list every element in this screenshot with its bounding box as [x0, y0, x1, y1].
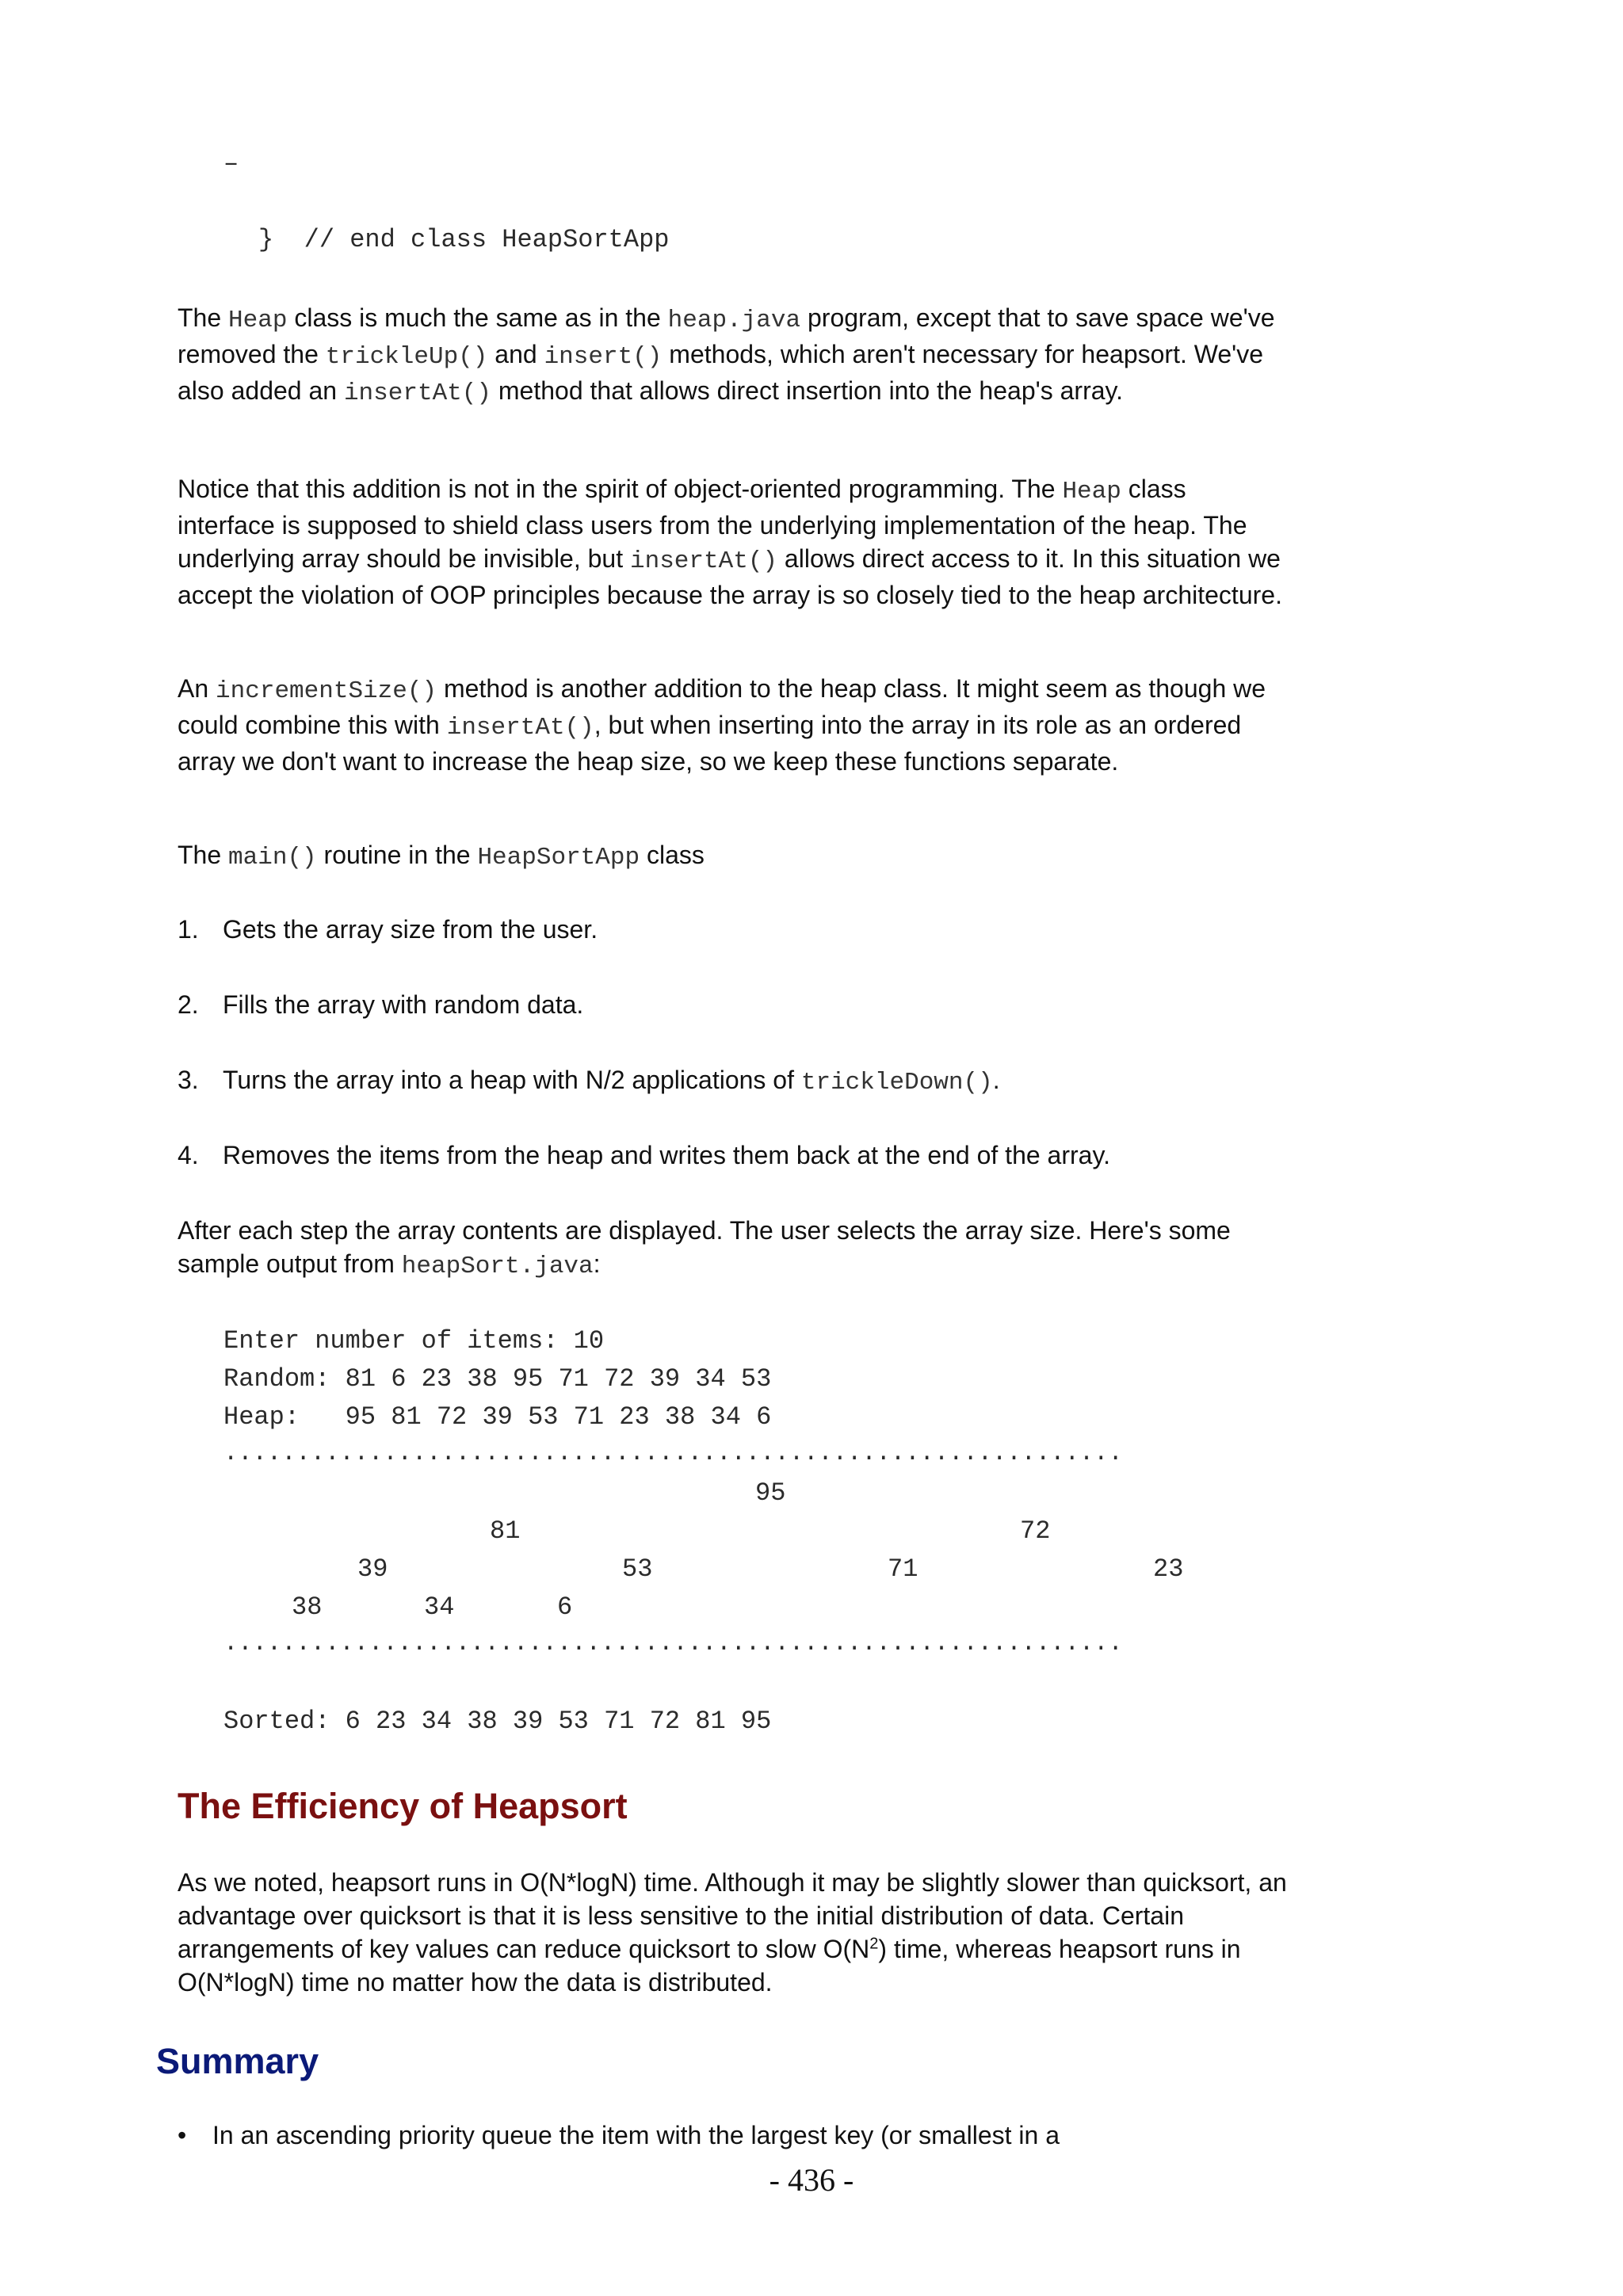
paragraph-increment-size: An incrementSize() method is another addition to the heap class. It might seem as though we could combine this with insertAt(), but when inserting into the array in its role as an ordered array we don't want to increase the heap size, so we keep these functions separate. [178, 674, 1266, 776]
paragraph-main-routine: The main() routine in the HeapSortApp class [178, 841, 705, 871]
tree-node: 23 [1153, 1554, 1184, 1584]
section-heading-efficiency: The Efficiency of Heapsort [178, 1786, 628, 1826]
output-dots-top: .............................................................. [223, 1440, 1123, 1467]
tree-node: 53 [622, 1554, 653, 1584]
tree-node: 39 [357, 1554, 388, 1584]
section-heading-summary: Summary [156, 2041, 319, 2081]
tree-node: 38 [292, 1592, 323, 1622]
paragraph-oop-note: Notice that this addition is not in the spirit of object-oriented programming. The Heap class interface is supposed to shield class users from the underlying implementation of the heap. The underlying array should be invisible, but insertAt() allows direct access to it. In this situation we accept the violation of OOP principles because the array is so closely tied to the heap architecture. [178, 475, 1282, 609]
tree-node: 81 [490, 1516, 521, 1546]
output-line-items: Enter number of items: 10 [223, 1326, 605, 1356]
page-number: - 436 - [769, 2162, 854, 2198]
paragraph-heap-class: The Heap class is much the same as in the heap.java program, except that to save space we've removed the trickleUp() and insert() methods, which aren't necessary for heapsort. We've also added an insertAt() method that allows direct insertion into the heap's array. [178, 303, 1275, 407]
output-line-heap: Heap: 95 81 72 39 53 71 23 38 34 6 [223, 1402, 772, 1432]
document-page: – } // end class HeapSortApp The Heap class is much the same as in the heap.java program, except that to save space we've removed the trickleUp() and insert() methods, which aren't necessary for heapsort. We've also added an insertAt() method that allows direct insertion into the heap's array. Notice that this addition is not in the spirit of object-oriented programming. The Heap class interface is supposed to shield class users from the underlying implementation of the heap. The underlying array should be invisible, but insertAt() allows direct access to it. In this situation we accept the violation of OOP principles because the array is so closely tied to the heap architecture. An incrementSize() method is another addition to the heap class. It might seem as though we could combine this with insertAt(), but when inserting into the array in its role as an ordered array we don't want to increase the heap size, so we keep these functions separate. The main() routine in the HeapSortApp class 1. Gets the array size from the user. 2. Fills the array with random data. 3. Turns the array into a heap with N/2 applications of trickleDown(). 4. Removes the items from the heap and writes them back at the end of the array. After each step the array contents are displayed. The user selects the array size. Here's some sample output from heapSort.java: Enter number of items: 10 Random: 81 6 23 38 95 71 72 39 34 53 Heap: 95 81 72 39 53 71 23 38 34 6 .............................................................. 95 81 72 39 53 71 23 38 34 6 .............................................................. Sorted: 6 23 34 38 39 53 71 72 81 95 The Efficiency of Heapsort As we noted, heapsort runs in O(N*logN) time. Although it may be slightly slower than quicksort, an advantage over quicksort is that it is less sensitive to the initial distribution of data. Certain arrangements of key values can reduce quicksort to slow $O(N^2)$ time, whereas heapsort runs in O(N*logN) time no matter how the data is distributed. Summary • In an ascending priority queue the item with the largest key (or smallest in a - 436 - [0, 0, 1623, 2296]
paragraph-sample-output-intro: After each step the array contents are displayed. The user selects the array size. Here's some sample output from heapSort.java: [178, 1216, 1231, 1280]
tree-node: 95 [755, 1478, 786, 1508]
output-line-random: Random: 81 6 23 38 95 71 72 39 34 53 [223, 1364, 772, 1394]
output-dots-bottom: .............................................................. [223, 1630, 1123, 1657]
tree-node: 34 [424, 1592, 455, 1622]
code-end-class: } // end class HeapSortApp [258, 225, 670, 254]
tree-node: 72 [1020, 1516, 1051, 1546]
tree-node: 71 [888, 1554, 918, 1584]
output-line-sorted: Sorted: 6 23 34 38 39 53 71 72 81 95 [223, 1707, 772, 1736]
tree-node: 6 [557, 1592, 573, 1622]
paragraph-efficiency: As we noted, heapsort runs in O(N*logN) time. Although it may be slightly slower than quicksort, an advantage over quicksort is that it is less sensitive to the initial distribution of data. Certain arrangements of key values can reduce quicksort to slow $O(N^2)$ time, whereas heapsort runs in O(N*logN) time no matter how the data is distributed. [178, 1868, 1287, 1997]
code-dash: – [223, 149, 239, 178]
